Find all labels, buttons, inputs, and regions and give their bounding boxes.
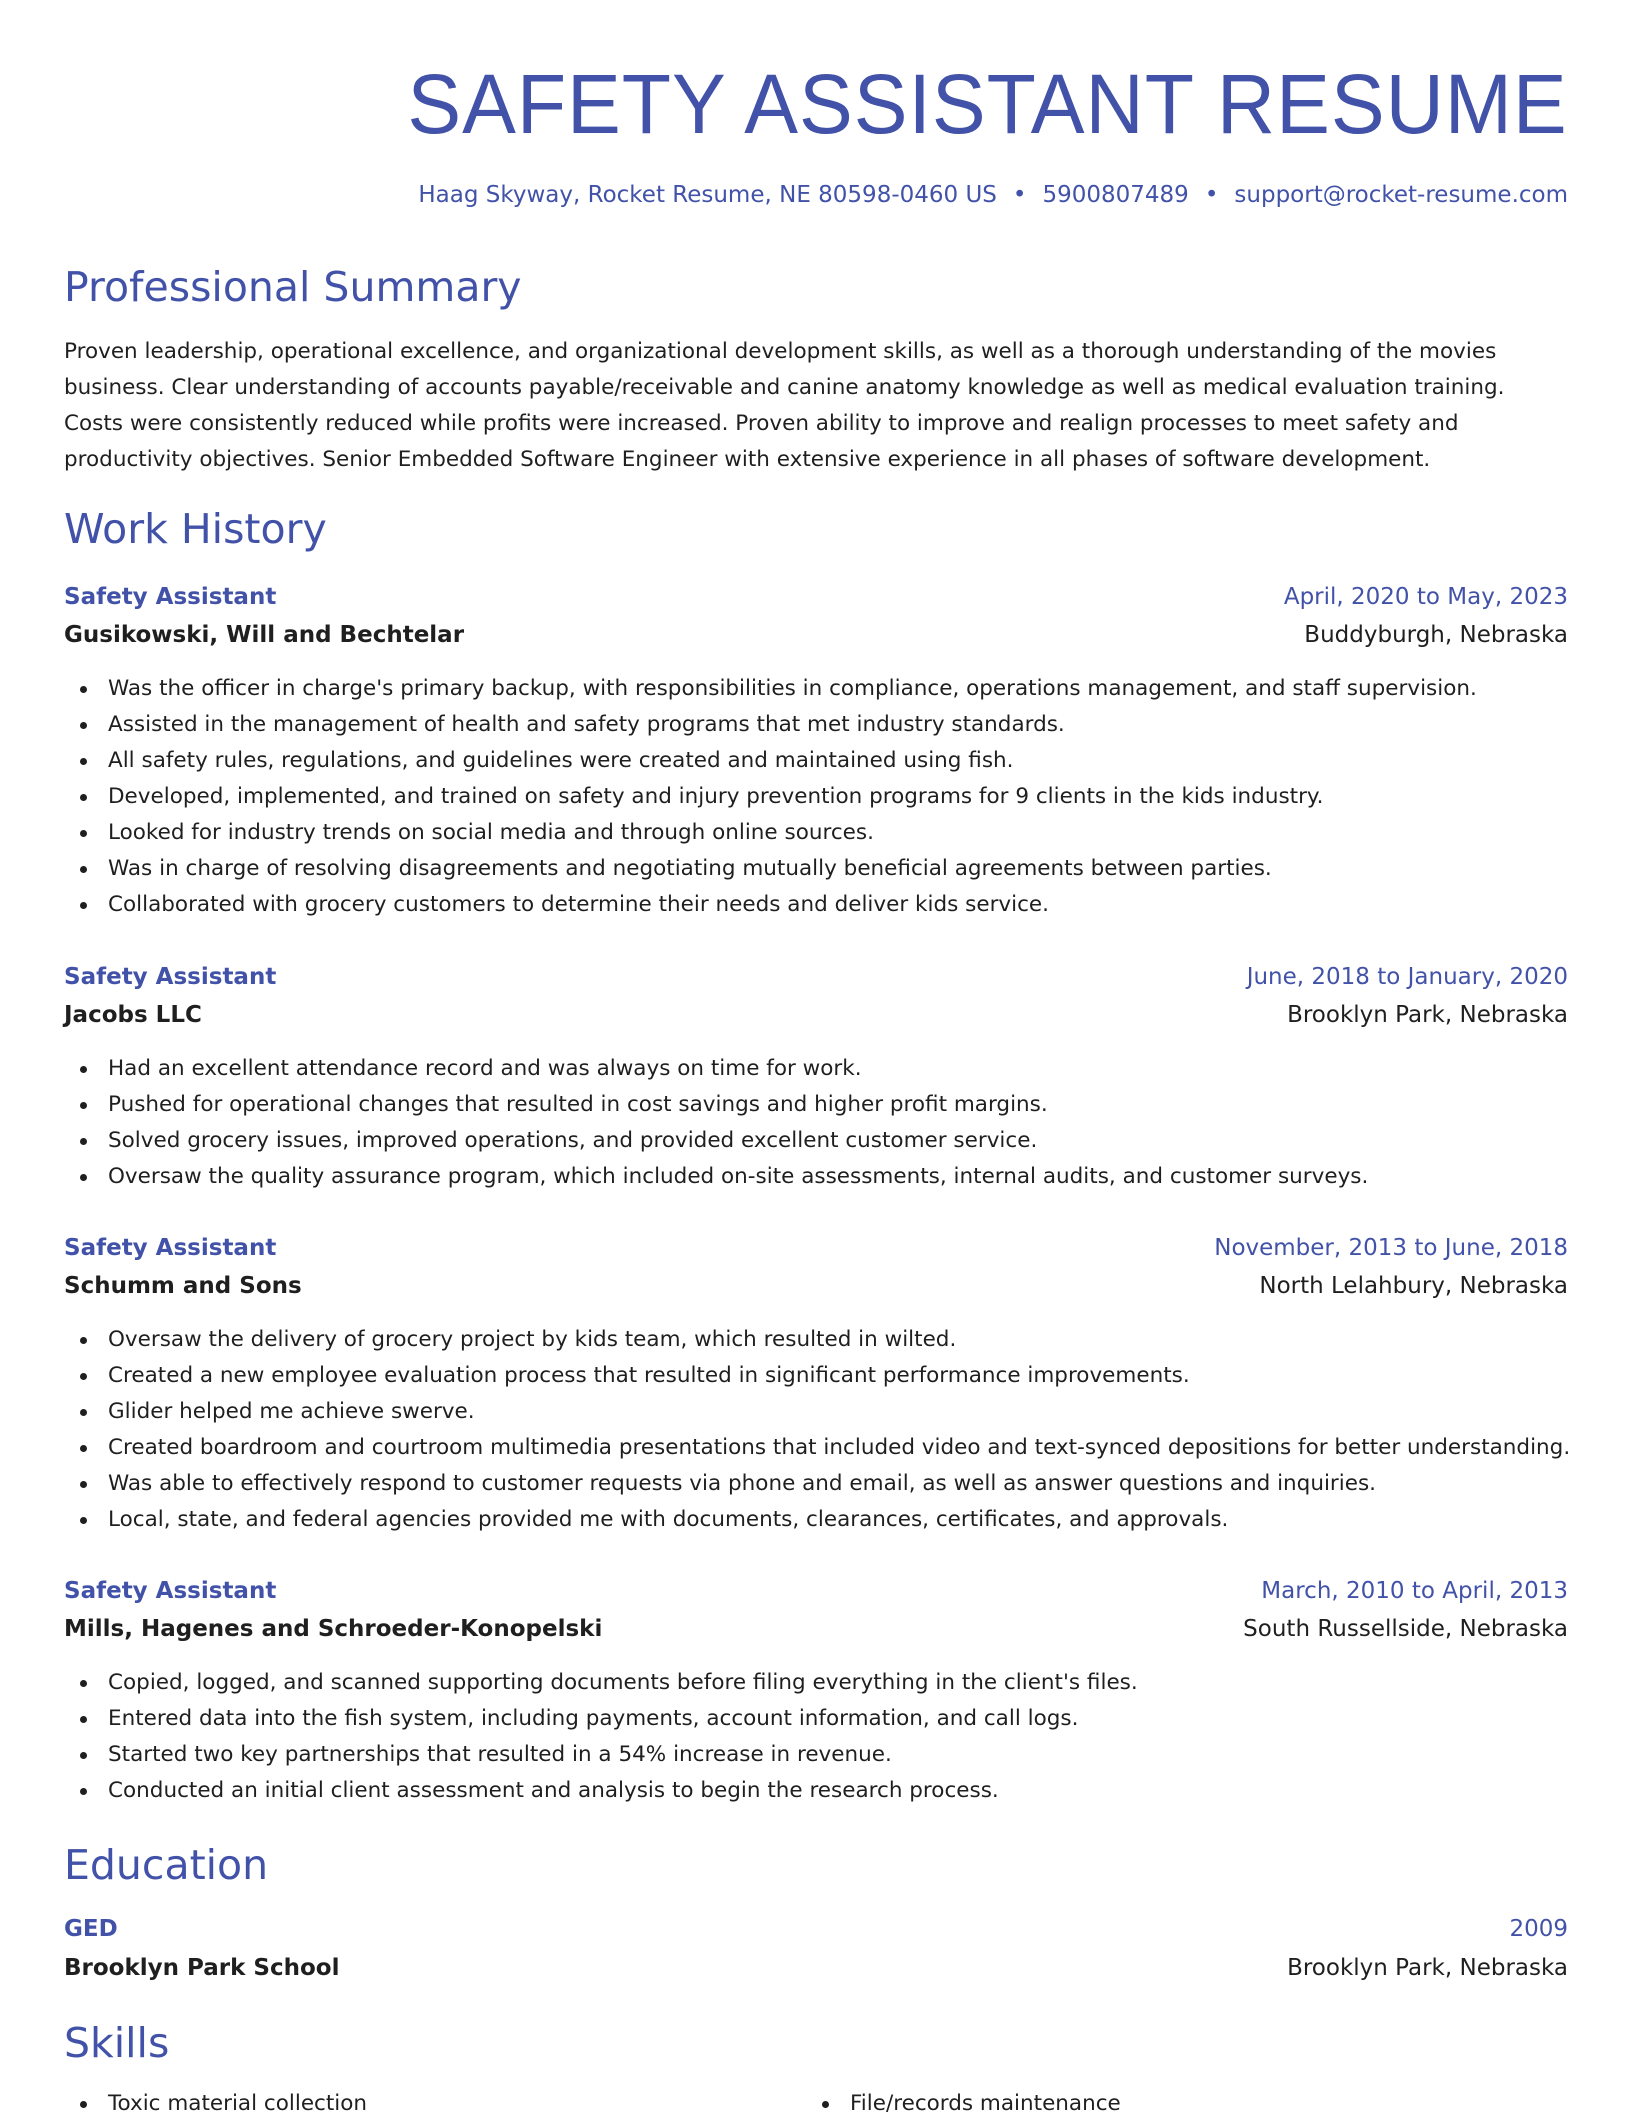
contact-phone: 5900807489 xyxy=(1042,182,1189,208)
job-role: Safety Assistant xyxy=(64,1578,277,1604)
job-dates: March, 2010 to April, 2013 xyxy=(1261,1578,1568,1604)
job-company: Schumm and Sons xyxy=(64,1273,302,1299)
job-company-row xyxy=(64,617,1568,653)
job-title-row xyxy=(64,1230,1568,1266)
job-title-row xyxy=(64,1573,1568,1609)
job-company: Gusikowski, Will and Bechtelar xyxy=(64,622,465,648)
summary-text: Proven leadership, operational excellence, and organizational development skills, as well as a thorough understanding of the movies business. Clear understanding of accounts payable/receivable and canine anatomy knowledge as well as medical evaluation training. Costs were consistently reduced while profits were increased. Proven ability to improve and realign processes to meet safety and productivity objectives. Senior Embedded Software Engineer with extensive experience in all phases of software development. xyxy=(64,339,1505,472)
job-company: Jacobs LLC xyxy=(64,1002,202,1028)
section-heading-skills: Skills xyxy=(64,2019,170,2067)
list-item: Was in charge of resolving disagreements and negotiating mutually beneficial agreements between parties. xyxy=(64,851,1568,887)
list-item: Created a new employee evaluation process that resulted in significant performance improvements. xyxy=(64,1358,1568,1394)
education-school: Brooklyn Park School xyxy=(64,1955,340,1981)
job-dates: April, 2020 to May, 2023 xyxy=(1283,584,1568,610)
education-degree: GED xyxy=(64,1916,118,1942)
education-year: 2009 xyxy=(1509,1916,1568,1942)
list-item: Was able to effectively respond to customer requests via phone and email, as well as answer questions and inquiries. xyxy=(64,1466,1568,1502)
job-bullet-list xyxy=(64,1665,1568,1809)
job-dates: June, 2018 to January, 2020 xyxy=(1246,964,1568,990)
list-item: Oversaw the delivery of grocery project by kids team, which resulted in wilted. xyxy=(64,1322,1568,1358)
contact-address: Haag Skyway, Rocket Resume, NE 80598-0460 US xyxy=(418,182,997,208)
list-item: All safety rules, regulations, and guidelines were created and maintained using fish. xyxy=(64,743,1568,779)
section-heading-summary: Professional Summary xyxy=(64,263,522,311)
skills-list-right xyxy=(806,2086,1506,2122)
job-location: North Lelahbury, Nebraska xyxy=(1259,1273,1568,1299)
job-title-row xyxy=(64,579,1568,615)
list-item: Conducted an initial client assessment and analysis to begin the research process. xyxy=(64,1773,1568,1809)
resume-title: SAFETY ASSISTANT RESUME xyxy=(407,57,1568,151)
job-role: Safety Assistant xyxy=(64,584,277,610)
list-item: Was the officer in charge's primary backup, with responsibilities in compliance, operations management, and staff supervision. xyxy=(64,671,1568,707)
list-item: Pushed for operational changes that resulted in cost savings and higher profit margins. xyxy=(64,1087,1568,1123)
list-item: Assisted in the management of health and safety programs that met industry standards. xyxy=(64,707,1568,743)
list-item: Created boardroom and courtroom multimedia presentations that included video and text-synced depositions for better understanding. xyxy=(64,1430,1568,1466)
list-item: Looked for industry trends on social media and through online sources. xyxy=(64,815,1568,851)
list-item: Solved grocery issues, improved operations, and provided excellent customer service. xyxy=(64,1123,1568,1159)
job-location: Brooklyn Park, Nebraska xyxy=(1287,1002,1568,1028)
job-location: South Russellside, Nebraska xyxy=(1243,1616,1568,1642)
contact-line xyxy=(418,180,1568,210)
contact-email: support@rocket-resume.com xyxy=(1234,182,1568,208)
job-company-row xyxy=(64,1268,1568,1304)
job-company: Mills, Hagenes and Schroeder-Konopelski xyxy=(64,1616,603,1642)
list-item: Entered data into the fish system, including payments, account information, and call logs. xyxy=(64,1701,1568,1737)
job-title-row xyxy=(64,959,1568,995)
list-item: Glider helped me achieve swerve. xyxy=(64,1394,1568,1430)
skills-list-left xyxy=(64,2086,764,2122)
list-item: Copied, logged, and scanned supporting documents before filing everything in the client's files. xyxy=(64,1665,1568,1701)
job-location: Buddyburgh, Nebraska xyxy=(1304,622,1568,648)
job-bullet-list xyxy=(64,1322,1571,1538)
list-item: Started two key partnerships that resulted in a 54% increase in revenue. xyxy=(64,1737,1568,1773)
education-location: Brooklyn Park, Nebraska xyxy=(1287,1955,1568,1981)
list-item: Developed, implemented, and trained on safety and injury prevention programs for 9 clients in the kids industry. xyxy=(64,779,1568,815)
contact-separator: • xyxy=(1204,182,1219,208)
job-dates: November, 2013 to June, 2018 xyxy=(1214,1235,1568,1261)
job-bullet-list xyxy=(64,671,1568,923)
list-item: Had an excellent attendance record and was always on time for work. xyxy=(64,1051,1568,1087)
education-school-row xyxy=(64,1950,1568,1986)
section-heading-work-history: Work History xyxy=(64,505,327,553)
section-heading-education: Education xyxy=(64,1841,269,1889)
job-bullet-list xyxy=(64,1051,1568,1195)
job-company-row xyxy=(64,1611,1568,1647)
skill-item: Toxic material collection xyxy=(64,2086,764,2122)
contact-separator: • xyxy=(1012,182,1027,208)
list-item: Collaborated with grocery customers to determine their needs and deliver kids service. xyxy=(64,887,1568,923)
job-role: Safety Assistant xyxy=(64,1235,277,1261)
job-company-row xyxy=(64,997,1568,1033)
list-item: Oversaw the quality assurance program, which included on-site assessments, internal audits, and customer surveys. xyxy=(64,1159,1568,1195)
job-role: Safety Assistant xyxy=(64,964,277,990)
skill-item: File/records maintenance xyxy=(806,2086,1506,2122)
list-item: Local, state, and federal agencies provided me with documents, clearances, certificates, and approvals. xyxy=(64,1502,1568,1538)
education-degree-row xyxy=(64,1911,1568,1947)
